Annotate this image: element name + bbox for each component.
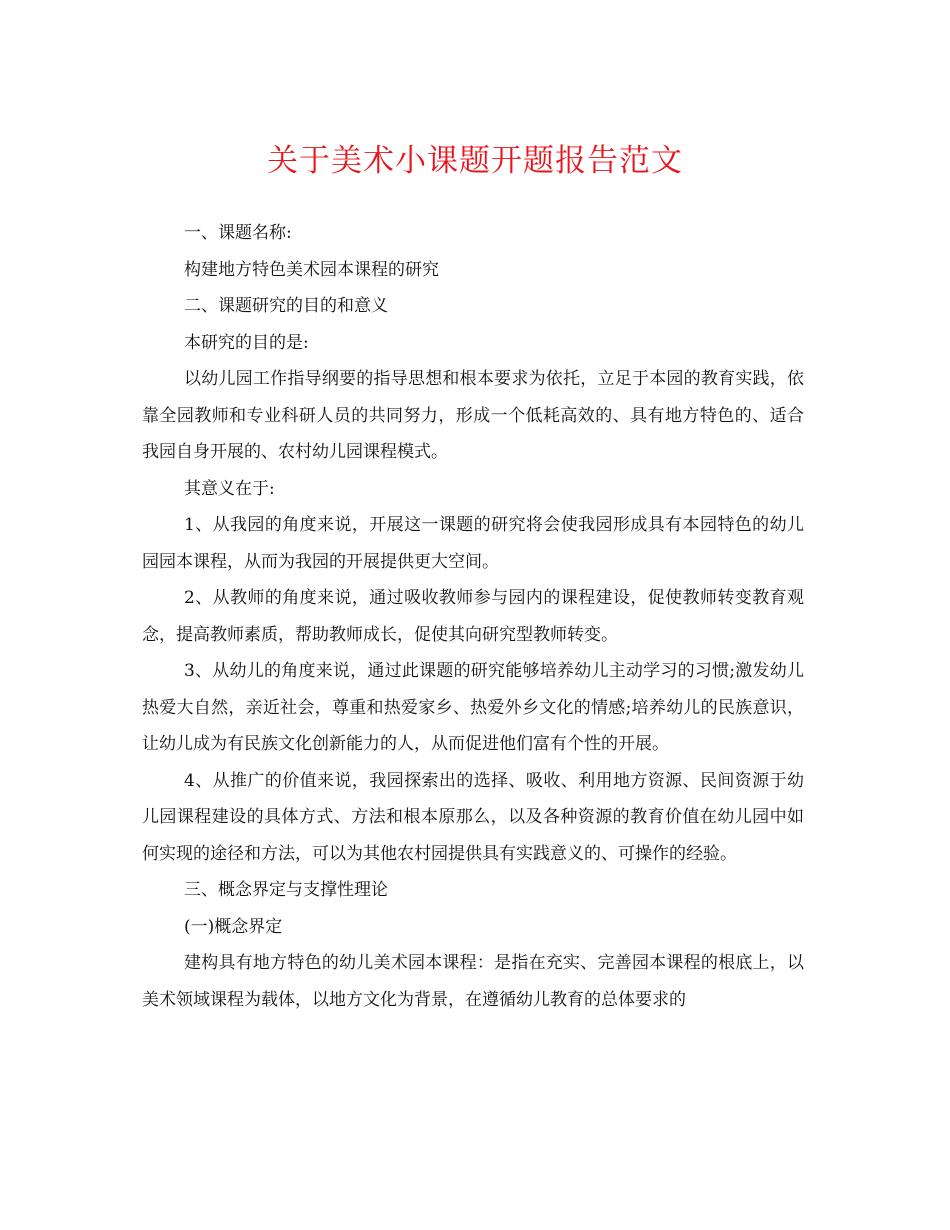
significance-intro: 其意义在于: — [184, 478, 275, 499]
topic-name-text: 构建地方特色美术园本课程的研究 — [184, 259, 439, 280]
section-heading-concepts: 三、概念界定与支撑性理论 — [184, 880, 388, 900]
significance-item-4: 4、从推广的价值来说，我园探索出的选择、吸收、利用地方资源、民间资源于幼儿园课程建设的具体方式、方法和根本原那么，以及各种资源的教育价值在幼儿园中如何实现的途径和方法，可以为其他农村园提供具有实践意义的、可操作的经验。 — [142, 770, 804, 864]
significance-item-1: 1、从我园的角度来说，开展这一课题的研究将会使我园形成具有本园特色的幼儿园园本课程，从而为我园的开展提供更大空间。 — [142, 515, 804, 572]
subsection-heading-concept-definition: (一)概念界定 — [184, 916, 283, 937]
purpose-paragraph: 以幼儿园工作指导纲要的指导思想和根本要求为依托，立足于本园的教育实践，依靠全园教师和专业科研人员的共同努力，形成一个低耗高效的、具有地方特色的、适合我园自身开展的、农村幼儿园课程模式。 — [142, 369, 804, 462]
section-heading-purpose: 二、课题研究的目的和意义 — [184, 296, 388, 316]
document-title: 关于美术小课题开题报告范文 — [267, 143, 683, 179]
purpose-intro: 本研究的目的是: — [184, 332, 309, 353]
concept-definition-paragraph: 建构具有地方特色的幼儿美术园本课程：是指在充实、完善园本课程的根底上，以美术领域课程为载体，以地方文化为背景，在遵循幼儿教育的总体要求的 — [142, 953, 804, 1010]
significance-item-3: 3、从幼儿的角度来说，通过此课题的研究能够培养幼儿主动学习的习惯;激发幼儿热爱大自然，亲近社会，尊重和热爱家乡、热爱外乡文化的情感;培养幼儿的民族意识，让幼儿成为有民族文化创新能力的人，从而促进他们富有个性的开展。 — [142, 661, 804, 754]
document-body — [142, 215, 804, 1018]
significance-item-2: 2、从教师的角度来说，通过吸收教师参与园内的课程建设，促使教师转变教育观念，提高教师素质，帮助教师成长，促使其向研究型教师转变。 — [142, 588, 804, 645]
section-heading-topic-name: 一、课题名称: — [184, 223, 292, 243]
